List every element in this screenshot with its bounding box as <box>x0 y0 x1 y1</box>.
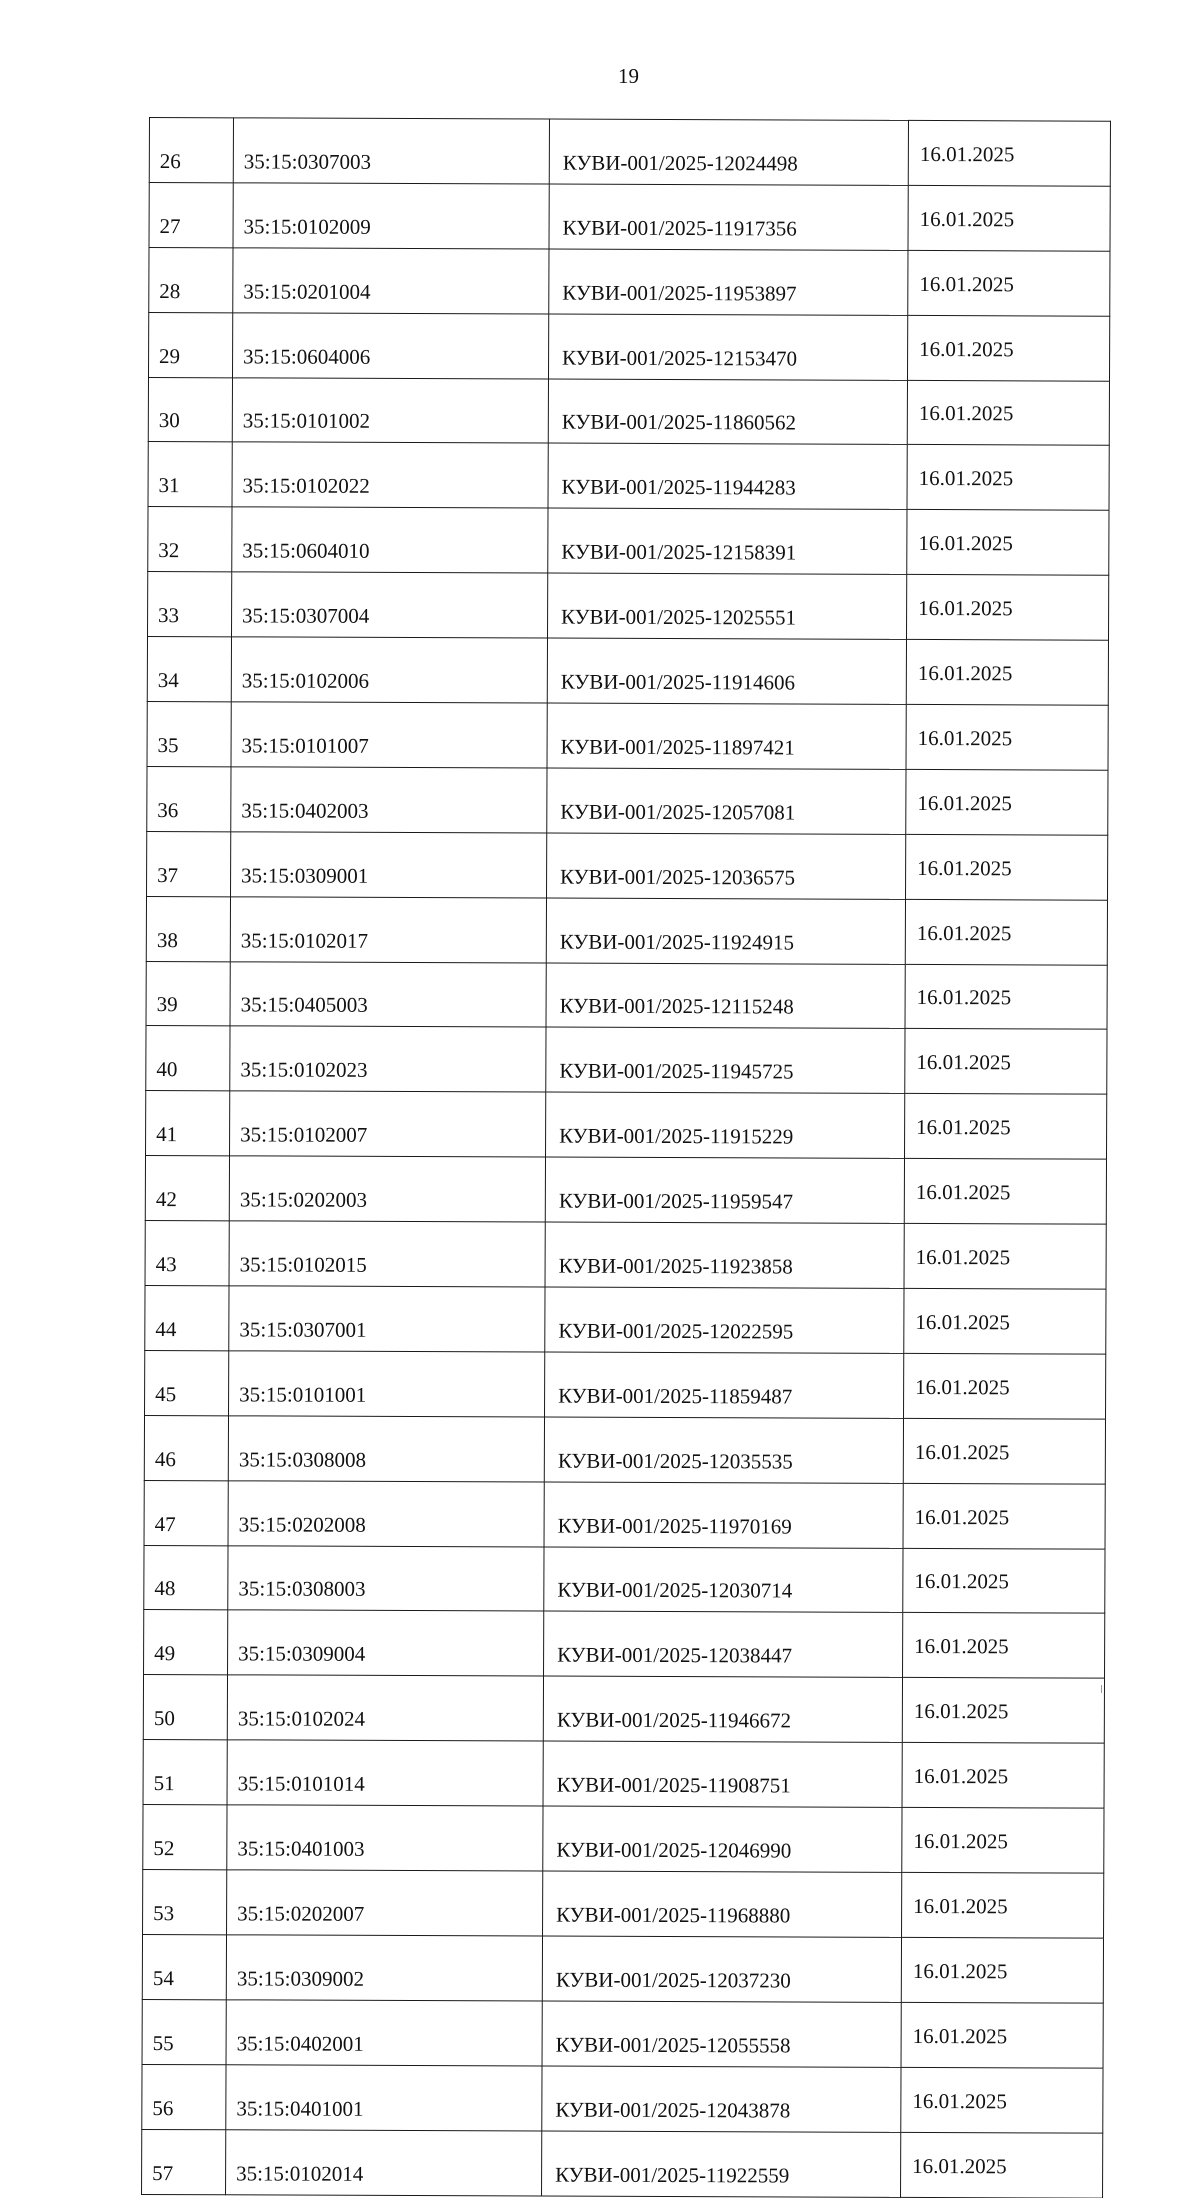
request-number-cell: КУВИ-001/2025-11953897 <box>549 249 908 315</box>
date-cell: 16.01.2025 <box>908 185 1110 251</box>
cadastral-number-cell: 35:15:0102022 <box>232 442 548 508</box>
request-number-cell: КУВИ-001/2025-11924915 <box>546 898 905 964</box>
cadastral-number-cell: 35:15:0102017 <box>230 897 546 963</box>
cadastral-number-cell: 35:15:0101002 <box>232 377 548 443</box>
table-row <box>144 1545 1105 1614</box>
date-cell: 16.01.2025 <box>903 1483 1105 1549</box>
cadastral-number-cell: 35:15:0101007 <box>231 702 547 768</box>
row-number-cell: 30 <box>148 377 232 442</box>
request-number-cell: КУВИ-001/2025-12025551 <box>548 573 907 639</box>
table-row <box>147 831 1108 900</box>
table-row <box>142 1934 1103 2003</box>
table-row <box>145 1221 1106 1290</box>
row-number-cell: 52 <box>143 1805 227 1870</box>
cadastral-number-cell: 35:15:0202003 <box>229 1156 545 1222</box>
cadastral-number-cell: 35:15:0101001 <box>229 1351 545 1417</box>
cadastral-number-cell: 35:15:0402003 <box>231 767 547 833</box>
row-number-cell: 32 <box>148 507 232 572</box>
table-row <box>147 766 1108 835</box>
request-number-cell: КУВИ-001/2025-12046990 <box>543 1806 902 1872</box>
table-row <box>148 377 1109 446</box>
date-cell: 16.01.2025 <box>903 1548 1105 1614</box>
cadastral-number-cell: 35:15:0308003 <box>228 1545 544 1611</box>
table-row <box>143 1870 1104 1939</box>
date-cell: 16.01.2025 <box>906 834 1108 900</box>
date-cell: 16.01.2025 <box>901 1937 1103 2003</box>
row-number-cell: 57 <box>142 2129 226 2194</box>
row-number-cell: 51 <box>143 1740 227 1805</box>
cadastral-number-cell: 35:15:0309002 <box>226 1935 542 2001</box>
cadastral-number-cell: 35:15:0307001 <box>229 1286 545 1352</box>
table-row <box>144 1415 1105 1484</box>
date-cell: 16.01.2025 <box>907 510 1109 576</box>
request-number-cell: КУВИ-001/2025-12036575 <box>547 833 906 899</box>
date-cell: 16.01.2025 <box>908 120 1110 186</box>
date-cell: 16.01.2025 <box>906 575 1108 641</box>
cadastral-number-cell: 35:15:0102009 <box>233 183 549 249</box>
date-cell: 16.01.2025 <box>904 1353 1106 1419</box>
request-number-cell: КУВИ-001/2025-11914606 <box>547 638 906 704</box>
row-number-cell: 40 <box>146 1026 230 1091</box>
request-number-cell: КУВИ-001/2025-12043878 <box>542 2066 901 2132</box>
row-number-cell: 56 <box>142 2064 226 2129</box>
table-row <box>146 896 1107 965</box>
table-row <box>146 1026 1107 1095</box>
request-number-cell: КУВИ-001/2025-11945725 <box>546 1027 905 1093</box>
table-row <box>149 118 1110 187</box>
date-cell: 16.01.2025 <box>903 1418 1105 1484</box>
request-number-cell: КУВИ-001/2025-11922559 <box>542 2131 901 2197</box>
request-number-cell: КУВИ-001/2025-11859487 <box>545 1352 904 1418</box>
date-cell: 16.01.2025 <box>908 250 1110 316</box>
row-number-cell: 48 <box>144 1545 228 1610</box>
request-number-cell: КУВИ-001/2025-11970169 <box>544 1482 903 1548</box>
cadastral-number-cell: 35:15:0405003 <box>230 961 546 1027</box>
row-number-cell: 38 <box>146 896 230 961</box>
date-cell: 16.01.2025 <box>906 704 1108 770</box>
request-number-cell: КУВИ-001/2025-11915229 <box>546 1092 905 1158</box>
date-cell: 16.01.2025 <box>907 380 1109 446</box>
request-number-cell: КУВИ-001/2025-11959547 <box>545 1157 904 1223</box>
table-row <box>147 637 1108 706</box>
row-number-cell: 35 <box>147 702 231 767</box>
date-cell: 16.01.2025 <box>904 1159 1106 1225</box>
cadastral-number-cell: 35:15:0307004 <box>232 572 548 638</box>
row-number-cell: 50 <box>143 1675 227 1740</box>
date-cell: 16.01.2025 <box>902 1678 1104 1744</box>
row-number-cell: 27 <box>149 182 233 247</box>
row-number-cell: 54 <box>142 1934 226 1999</box>
cadastral-number-cell: 35:15:0401001 <box>226 2065 542 2131</box>
table-row <box>149 247 1110 316</box>
row-number-cell: 42 <box>145 1156 229 1221</box>
request-number-cell: КУВИ-001/2025-11923858 <box>545 1222 904 1288</box>
row-number-cell: 37 <box>147 831 231 896</box>
table-row <box>149 312 1110 381</box>
register-table <box>141 117 1111 2198</box>
date-cell: 16.01.2025 <box>901 2067 1103 2133</box>
date-cell: 16.01.2025 <box>906 640 1108 706</box>
request-number-cell: КУВИ-001/2025-12035535 <box>544 1417 903 1483</box>
cadastral-number-cell: 35:15:0307003 <box>233 118 549 184</box>
row-number-cell: 31 <box>148 442 232 507</box>
request-number-cell: КУВИ-001/2025-12037230 <box>542 1936 901 2002</box>
row-number-cell: 49 <box>144 1610 228 1675</box>
date-cell: 16.01.2025 <box>902 1872 1104 1938</box>
cadastral-number-cell: 35:15:0102024 <box>227 1675 543 1741</box>
table-body <box>142 118 1111 2198</box>
date-cell: 16.01.2025 <box>905 899 1107 965</box>
row-number-cell: 43 <box>145 1221 229 1286</box>
table-row <box>148 507 1109 576</box>
page-edge-mark <box>1101 1685 1102 1693</box>
table-row <box>142 1999 1103 2068</box>
request-number-cell: КУВИ-001/2025-11944283 <box>548 443 907 509</box>
date-cell: 16.01.2025 <box>901 2002 1103 2068</box>
table-row <box>145 1156 1106 1225</box>
request-number-cell: КУВИ-001/2025-12055558 <box>542 2001 901 2067</box>
date-cell: 16.01.2025 <box>905 964 1107 1030</box>
table-row <box>149 182 1110 251</box>
row-number-cell: 44 <box>145 1286 229 1351</box>
table-row <box>144 1480 1105 1549</box>
table-row <box>148 572 1109 641</box>
row-number-cell: 55 <box>142 1999 226 2064</box>
cadastral-number-cell: 35:15:0402001 <box>226 2000 542 2066</box>
date-cell: 16.01.2025 <box>907 445 1109 511</box>
request-number-cell: КУВИ-001/2025-12158391 <box>548 508 907 574</box>
row-number-cell: 41 <box>146 1091 230 1156</box>
request-number-cell: КУВИ-001/2025-12030714 <box>544 1547 903 1613</box>
table-row <box>145 1286 1106 1355</box>
cadastral-number-cell: 35:15:0309001 <box>231 832 547 898</box>
row-number-cell: 47 <box>144 1480 228 1545</box>
cadastral-number-cell: 35:15:0308008 <box>228 1416 544 1482</box>
table-row <box>145 1350 1106 1419</box>
row-number-cell: 26 <box>149 118 233 183</box>
cadastral-number-cell: 35:15:0401003 <box>227 1805 543 1871</box>
cadastral-number-cell: 35:15:0202008 <box>228 1481 544 1547</box>
date-cell: 16.01.2025 <box>902 1808 1104 1874</box>
request-number-cell: КУВИ-001/2025-12038447 <box>544 1612 903 1678</box>
cadastral-number-cell: 35:15:0101014 <box>227 1740 543 1806</box>
cadastral-number-cell: 35:15:0102006 <box>231 637 547 703</box>
date-cell: 16.01.2025 <box>901 2132 1103 2198</box>
row-number-cell: 39 <box>146 961 230 1026</box>
row-number-cell: 53 <box>143 1870 227 1935</box>
table-row <box>143 1675 1104 1744</box>
table-row <box>143 1740 1104 1809</box>
date-cell: 16.01.2025 <box>905 1094 1107 1160</box>
request-number-cell: КУВИ-001/2025-11946672 <box>543 1676 902 1742</box>
date-cell: 16.01.2025 <box>904 1224 1106 1290</box>
request-number-cell: КУВИ-001/2025-12115248 <box>546 963 905 1029</box>
row-number-cell: 33 <box>148 572 232 637</box>
table-row <box>146 1091 1107 1160</box>
row-number-cell: 36 <box>147 766 231 831</box>
table-row <box>143 1805 1104 1874</box>
request-number-cell: КУВИ-001/2025-12057081 <box>547 768 906 834</box>
request-number-cell: КУВИ-001/2025-11897421 <box>547 703 906 769</box>
cadastral-number-cell: 35:15:0202007 <box>227 1870 543 1936</box>
request-number-cell: КУВИ-001/2025-11908751 <box>543 1741 902 1807</box>
table-row <box>142 2064 1103 2133</box>
table-row <box>144 1610 1105 1679</box>
cadastral-number-cell: 35:15:0309004 <box>228 1610 544 1676</box>
row-number-cell: 45 <box>145 1350 229 1415</box>
date-cell: 16.01.2025 <box>902 1743 1104 1809</box>
table-row <box>142 2129 1103 2198</box>
request-number-cell: КУВИ-001/2025-12024498 <box>549 119 908 185</box>
date-cell: 16.01.2025 <box>904 1288 1106 1354</box>
row-number-cell: 28 <box>149 247 233 312</box>
request-number-cell: КУВИ-001/2025-11860562 <box>548 379 907 445</box>
page-number: 19 <box>618 64 639 88</box>
cadastral-number-cell: 35:15:0604010 <box>232 507 548 573</box>
date-cell: 16.01.2025 <box>907 315 1109 381</box>
row-number-cell: 46 <box>144 1415 228 1480</box>
table-row <box>148 442 1109 511</box>
row-number-cell: 29 <box>149 312 233 377</box>
cadastral-number-cell: 35:15:0102007 <box>230 1091 546 1157</box>
cadastral-number-cell: 35:15:0102015 <box>229 1221 545 1287</box>
request-number-cell: КУВИ-001/2025-11968880 <box>543 1871 902 1937</box>
cadastral-number-cell: 35:15:0102023 <box>230 1026 546 1092</box>
date-cell: 16.01.2025 <box>903 1613 1105 1679</box>
request-number-cell: КУВИ-001/2025-12153470 <box>548 314 907 380</box>
request-number-cell: КУВИ-001/2025-12022595 <box>545 1287 904 1353</box>
date-cell: 16.01.2025 <box>906 769 1108 835</box>
table-row <box>147 702 1108 771</box>
row-number-cell: 34 <box>147 637 231 702</box>
request-number-cell: КУВИ-001/2025-11917356 <box>549 184 908 250</box>
table-row <box>146 961 1107 1030</box>
date-cell: 16.01.2025 <box>905 1029 1107 1095</box>
cadastral-number-cell: 35:15:0102014 <box>226 2129 542 2195</box>
cadastral-number-cell: 35:15:0604006 <box>233 312 549 378</box>
cadastral-number-cell: 35:15:0201004 <box>233 248 549 314</box>
